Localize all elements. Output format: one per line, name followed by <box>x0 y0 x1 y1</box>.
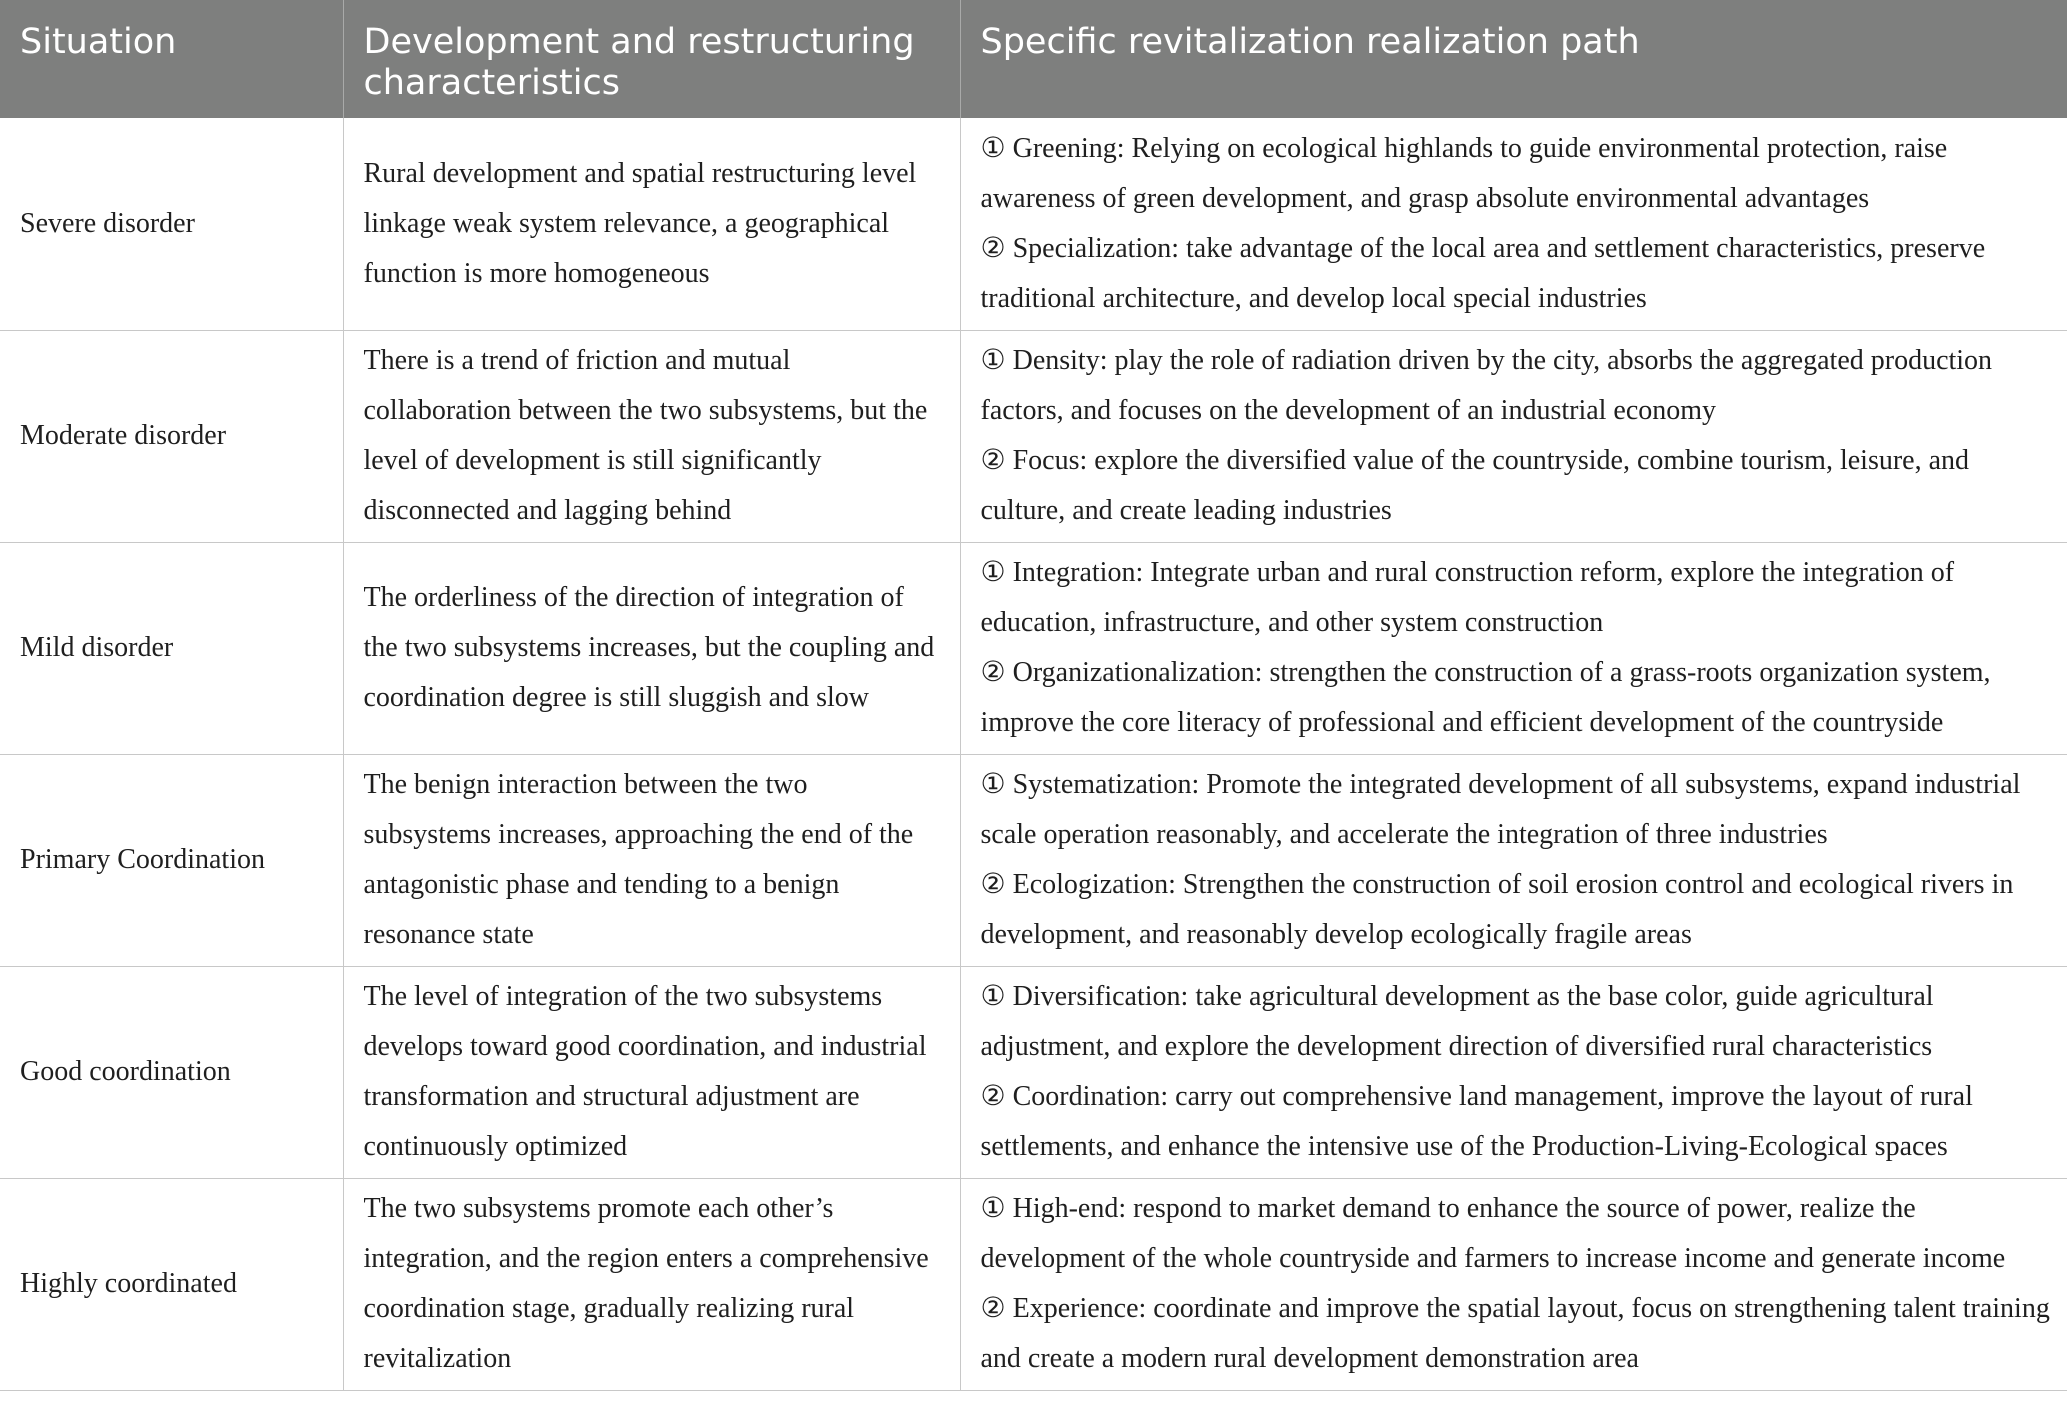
path-item: ② Focus: explore the diversified value of the countryside, combine tourism, leisure, and culture, and create leading industries <box>980 445 1970 526</box>
characteristics-cell: The level of integration of the two subsystems develops toward good coordination, and industrial transformation and structural adjustment are continuously optimized <box>343 966 960 1178</box>
table-row <box>0 1178 2067 1390</box>
characteristics-cell: Rural development and spatial restructuring level linkage weak system relevance, a geographical function is more homogeneous <box>343 118 960 330</box>
header-characteristics: Development and restructuring characteristics <box>343 0 960 118</box>
path-item: ① Integration: Integrate urban and rural construction reform, explore the integration of education, infrastructure, and other system construction <box>980 557 1955 638</box>
path-cell <box>960 966 2067 1178</box>
path-item: ① High-end: respond to market demand to enhance the source of power, realize the development of the whole countryside and farmers to increase income and generate income <box>980 1193 2006 1274</box>
situation-cell: Good coordination <box>0 966 343 1178</box>
situation-cell: Severe disorder <box>0 118 343 330</box>
situation-cell: Primary Coordination <box>0 754 343 966</box>
path-cell <box>960 1178 2067 1390</box>
path-item: ② Experience: coordinate and improve the spatial layout, focus on strengthening talent training and create a modern rural development demonstration area <box>980 1293 2050 1374</box>
situation-cell: Highly coordinated <box>0 1178 343 1390</box>
path-item: ② Specialization: take advantage of the local area and settlement characteristics, preserve traditional architecture, and develop local special industries <box>980 232 1986 314</box>
header-row <box>0 0 2067 118</box>
path-cell <box>960 754 2067 966</box>
path-item: ② Organizationalization: strengthen the construction of a grass-roots organization system, improve the core literacy of professional and efficient development of the countryside <box>980 657 1991 738</box>
table-row <box>0 754 2067 966</box>
table-row <box>0 118 2067 330</box>
characteristics-cell: There is a trend of friction and mutual collaboration between the two subsystems, but the level of development is still significantly disconnected and lagging behind <box>343 330 960 542</box>
situation-cell: Moderate disorder <box>0 330 343 542</box>
characteristics-cell: The orderliness of the direction of integration of the two subsystems increases, but the coupling and coordination degree is still sluggish and slow <box>343 542 960 754</box>
table-body <box>0 118 2067 1390</box>
header-path: Specific revitalization realization path <box>960 0 2067 118</box>
path-cell <box>960 118 2067 330</box>
path-cell <box>960 330 2067 542</box>
path-item: ② Coordination: carry out comprehensive land management, improve the layout of rural settlements, and enhance the intensive use of the Production-Living-Ecological spaces <box>980 1081 1973 1162</box>
characteristics-cell: The two subsystems promote each other’s integration, and the region enters a comprehensive coordination stage, gradually realizing rural revitalization <box>343 1178 960 1390</box>
path-item: ① Density: play the role of radiation driven by the city, absorbs the aggregated production factors, and focuses on the development of an industrial economy <box>980 345 1993 426</box>
path-item: ① Diversification: take agricultural development as the base color, guide agricultural adjustment, and explore the development direction of diversified rural characteristics <box>980 981 1934 1062</box>
situation-cell: Mild disorder <box>0 542 343 754</box>
path-cell <box>960 542 2067 754</box>
table-row <box>0 542 2067 754</box>
path-item: ② Ecologization: Strengthen the construction of soil erosion control and ecological rivers in development, and reasonably develop ecologically fragile areas <box>980 869 2014 950</box>
table-row <box>0 330 2067 542</box>
header-situation: Situation <box>0 0 343 118</box>
table-row <box>0 966 2067 1178</box>
characteristics-cell: The benign interaction between the two subsystems increases, approaching the end of the antagonistic phase and tending to a benign resonance state <box>343 754 960 966</box>
path-item: ① Systematization: Promote the integrated development of all subsystems, expand industrial scale operation reasonably, and accelerate the integration of three industries <box>980 769 2021 850</box>
path-item: ① Greening: Relying on ecological highlands to guide environmental protection, raise awareness of green development, and grasp absolute environmental advantages <box>980 132 1948 214</box>
table-header <box>0 0 2067 118</box>
